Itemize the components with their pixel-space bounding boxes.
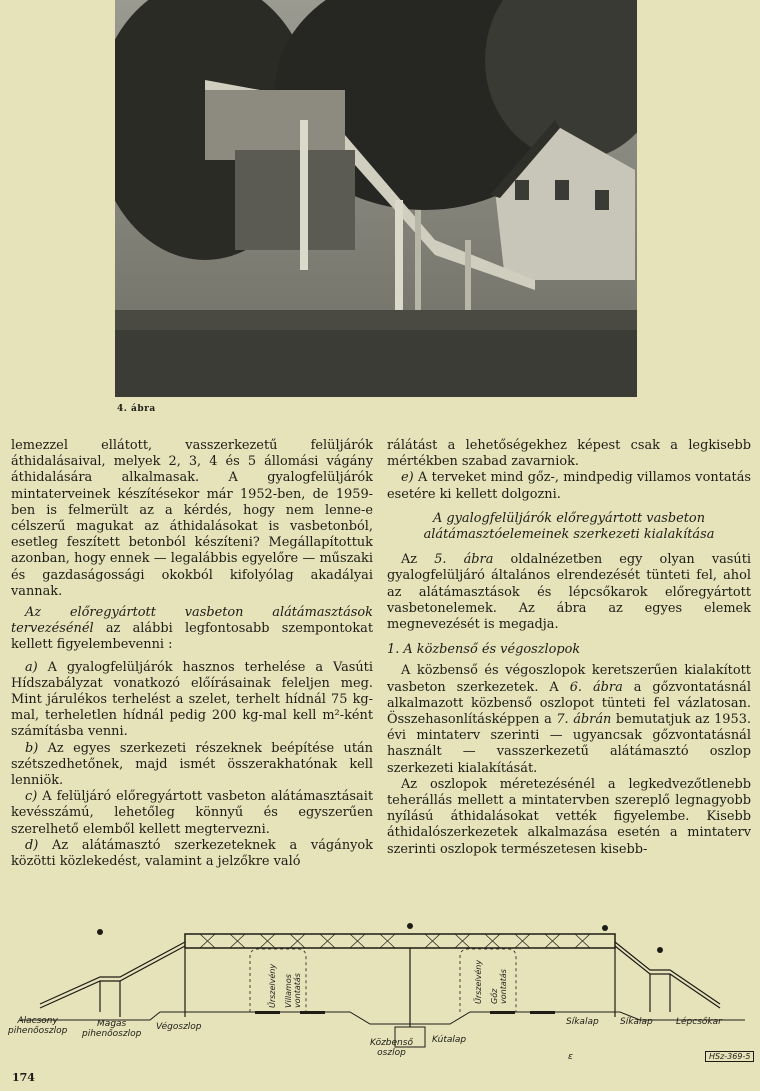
label-sikalap: Síkalap [566,1017,599,1027]
label-urszelveny: Űrszelvény [268,963,277,1008]
list-item: e) A terveket mind gőz-, mindpedig villamos vontatás esetére ki kellett dolgozni. [387,470,751,502]
bridge-photo [115,0,637,397]
label-vegoszlop: Végoszlop [156,1022,202,1032]
label-alacsony-pihenooszlop: Alacsony pihenőoszlop [8,1016,68,1036]
label-lepcsokar: Lépcsőkar [676,1017,722,1027]
left-column [11,438,373,870]
drawing-code: HSz-369-5 [705,1051,754,1062]
label-kozbenso-oszlop: Közbenső oszlop [370,1038,413,1058]
page-number: 174 [12,1071,35,1084]
label-sikalap: Síkalap [620,1017,653,1027]
list-item: a) A gyalogfelüljárók hasznos terhelése a Vasúti Hídszabályzat vonatkozó előírásainak feleljen meg. Mint járulékos terhelést a szelet, terhelt hídnál 75 kg-mal, terheletlen hídnál pedig 200 kg-mal kell m²-ként számításba venni. [11,659,373,740]
paragraph: A közbenső és végoszlopok keretszerűen kialakított vasbeton szerkezetek. A 6. ábra a gőzvontatásnál alkalmazott közbenső oszlopot tünteti fel vázlatosan. Összehasonlításképpen a 7. ábrán bemutatjuk az 1953. évi mintaterv szerinti — ugyancsak gőzvontatásnál használt — vasszerkezetű alátámasztó oszlop szerkezeti kialakítását. [387,663,751,776]
list-item: b) Az egyes szerkezeti részeknek beépítése után szétszedhetőnek, majd ismét összerakhatónak kell lenniök. [11,740,373,789]
paragraph: Az előregyártott vasbeton alátámasztások tervezésénél az alábbi legfontosabb szempontokat kellett figyelembevenni : [11,605,373,653]
list-item: d) Az alátámasztó szerkezeteknek a vágányok közötti közlekedést, valamint a jelzőkre való [11,837,373,870]
list-item: c) A felüljáró előregyártott vasbeton alátámasztásait kevésszámú, lehetőleg könnyű és egyszerűen szerelhető elemből kellett megtervezni. [11,789,373,837]
label-small: ε [568,1052,573,1062]
label-goz-vontatas: Gőz vontatás [490,969,508,1004]
paragraph: Az oszlopok méretezésénél a legkedvezőtlenebb teherállás mellett a mintatervben szereplő legnagyobb nyílású áthidalásokat vették figyelembe. Kisebb áthidalószerkezetek alkalmazása esetén a mintaterv szerinti oszlopok természetesen kisebb- [387,776,751,857]
right-column [387,438,751,858]
paragraph: lemezzel ellátott, vasszerkezetű felüljárók áthidalásaival, melyek 2, 3, 4 és 5 állomási vágány áthidalására alkalmasak. A gyalogfelüljárók mintaterveinek készítésekor már 1952-ben, de 1959-ben is felmerült az a kérdés, hogy nem lenne-e célszerű magukat az áthidalásokat is vasbetonból, esetleg feszített betonból készíteni? Megállapítottuk azonban, hogy ennek — legalábbis egyelőre — műszaki és gazdaságossági okokból kifolyólag akadályai vannak. [11,438,373,599]
paragraph: rálátást a lehetőségekhez képest csak a legkisebb mértékben szabad zavarniok. [387,438,751,470]
label-magas-pihenooszlop: Magas pihenőoszlop [82,1019,142,1039]
section-heading: A gyalogfelüljárók előregyártott vasbeton alátámasztóelemeinek szerkezeti kialakítása [423,510,715,543]
label-urszelveny: Űrszelvény [474,959,483,1004]
label-kutalap: Kútalap [432,1035,467,1045]
paragraph: Az 5. ábra oldalnézetben egy olyan vasúti gyalogfelüljáró általános elrendezését tünteti fel, ahol az alátámasztások és lépcsőkarok előregyártott vasbetonelemek. Az ábra az egyes elemek megnevezését is megadja. [387,552,752,633]
subsection-heading: 1. A közbenső és végoszlopok [387,642,581,658]
figure-caption: 4. ábra [117,404,156,414]
label-villamos-vontatas: Villamos vontatás [284,973,302,1008]
bridge-elevation-drawing [0,912,760,1064]
